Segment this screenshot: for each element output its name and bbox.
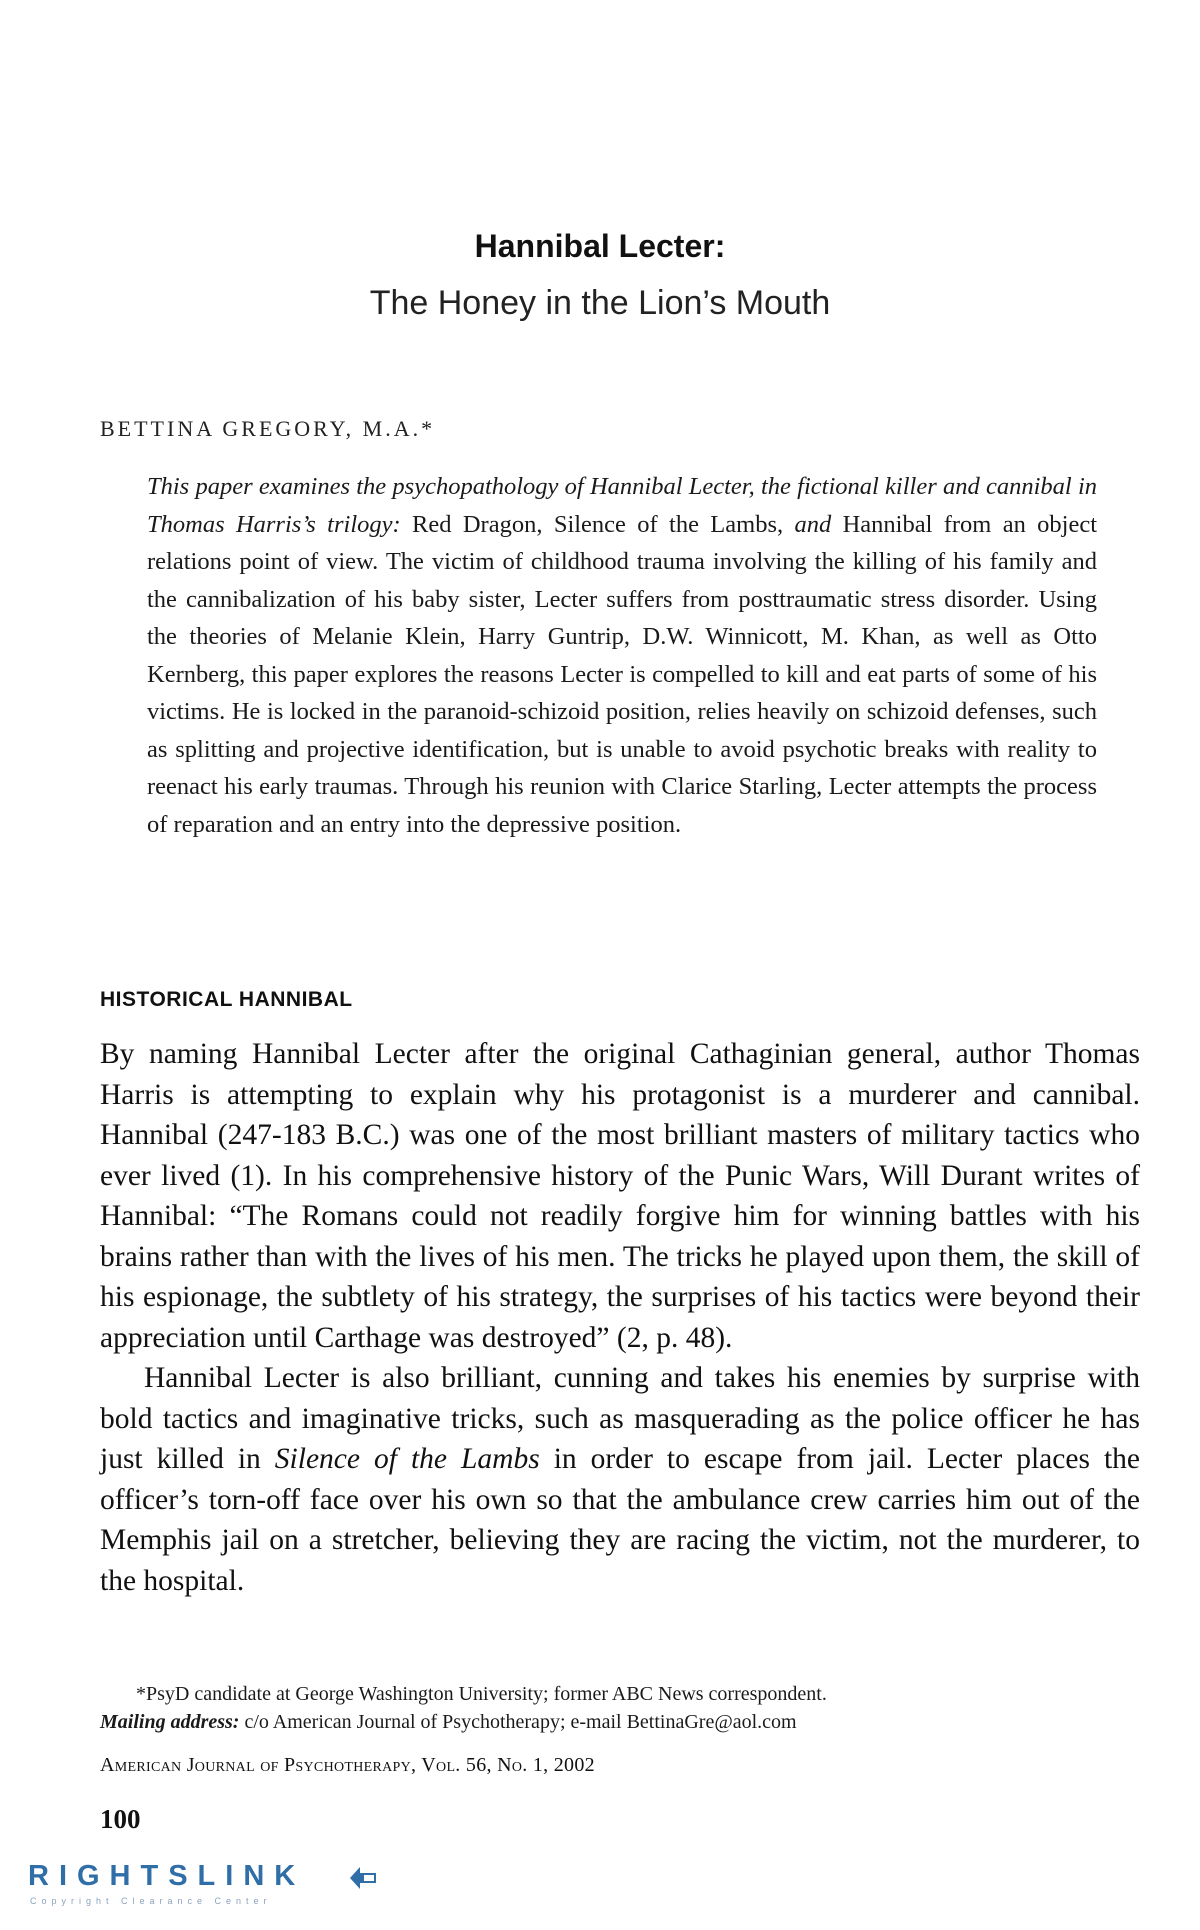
- rightslink-arrow-icon: [346, 1861, 380, 1895]
- body-text: [100, 1034, 1140, 1601]
- mailing-address: c/o American Journal of Psychotherapy; e-mail BettinaGre@aol.com: [244, 1711, 797, 1733]
- footnote: [100, 1680, 1140, 1736]
- body-paragraph-2-b: in order to escape from jail. Lecter places the officer’s torn-off face over his own so that the ambulance crew carries him out of the Memphis jail on a stretcher, believing they are racing the victim, not the murderer, to the hospital.: [100, 1443, 1140, 1597]
- footnote-affiliation: *PsyD candidate at George Washington University; former ABC News correspondent.: [136, 1683, 827, 1705]
- page-number: 100: [100, 1804, 141, 1834]
- abstract-book-silence: Silence of the Lambs,: [553, 510, 784, 538]
- abstract: [147, 468, 1097, 843]
- abstract-book-red-dragon: Red Dragon,: [412, 510, 543, 538]
- body-paragraph-2-a: Hannibal Lecter is also brilliant, cunning and takes his enemies by surprise with bold tactics and imaginative tricks, such as masquerading as the police officer he has just killed in: [100, 1362, 1140, 1475]
- abstract-and: and: [794, 510, 832, 538]
- body-paragraph-2: [100, 1358, 1140, 1601]
- author-line: BETTINA GREGORY, M.A.*: [100, 416, 436, 441]
- logo-tagline: Copyright Clearance Center: [30, 1896, 272, 1906]
- paper-title: Hannibal Lecter:: [474, 228, 726, 264]
- footnote-address: [100, 1708, 1140, 1736]
- journal-citation: American Journal of Psychotherapy, Vol. 56, No. 1, 2002: [100, 1754, 595, 1776]
- section-heading: HISTORICAL HANNIBAL: [100, 988, 353, 1011]
- logo-wordmark: RIGHTSLINK: [28, 1860, 306, 1892]
- film-title: Silence of the Lambs: [274, 1443, 540, 1475]
- body-paragraph-1: By naming Hannibal Lecter after the original Cathaginian general, author Thomas Harris is attempting to explain why his protagonist is a murderer and cannibal. Hannibal (247-183 B.C.) was one of the most brilliant masters of military tactics who ever lived (1). In his comprehensive history of the Punic Wars, Will Durant writes of Hannibal: “The Romans could not readily forgive him for winning battles with his brains rather than with the lives of his men. The tricks he played upon them, the skill of his espionage, the subtlety of his strategy, the surprises of his tactics were beyond their appreciation until Carthage was destroyed” (2, p. 48).: [100, 1038, 1140, 1354]
- abstract-intro: This paper examines the psychopathology of Hannibal Lecter, the fictional killer and cannibal in Thomas Harris’s trilogy:: [147, 473, 1097, 538]
- mailing-address-label: Mailing address:: [100, 1711, 240, 1733]
- rightslink-logo[interactable]: [28, 1860, 388, 1910]
- paper-subtitle: The Honey in the Lion’s Mouth: [369, 284, 831, 322]
- abstract-rest: Hannibal from an object relations point of view. The victim of childhood trauma involving the killing of his family and the cannibalization of his baby sister, Lecter suffers from posttraumatic stress disorder. Using the theories of Melanie Klein, Harry Guntrip, D.W. Winnicott, M. Khan, as well as Otto Kernberg, this paper explores the reasons Lecter is compelled to kill and eat parts of some of his victims. He is locked in the paranoid-schizoid position, relies heavily on schizoid defenses, such as splitting and projective identification, but is unable to avoid psychotic breaks with reality to reenact his early traumas. Through his reunion with Clarice Starling, Lecter attempts the process of reparation and an entry into the depressive position.: [147, 510, 1098, 838]
